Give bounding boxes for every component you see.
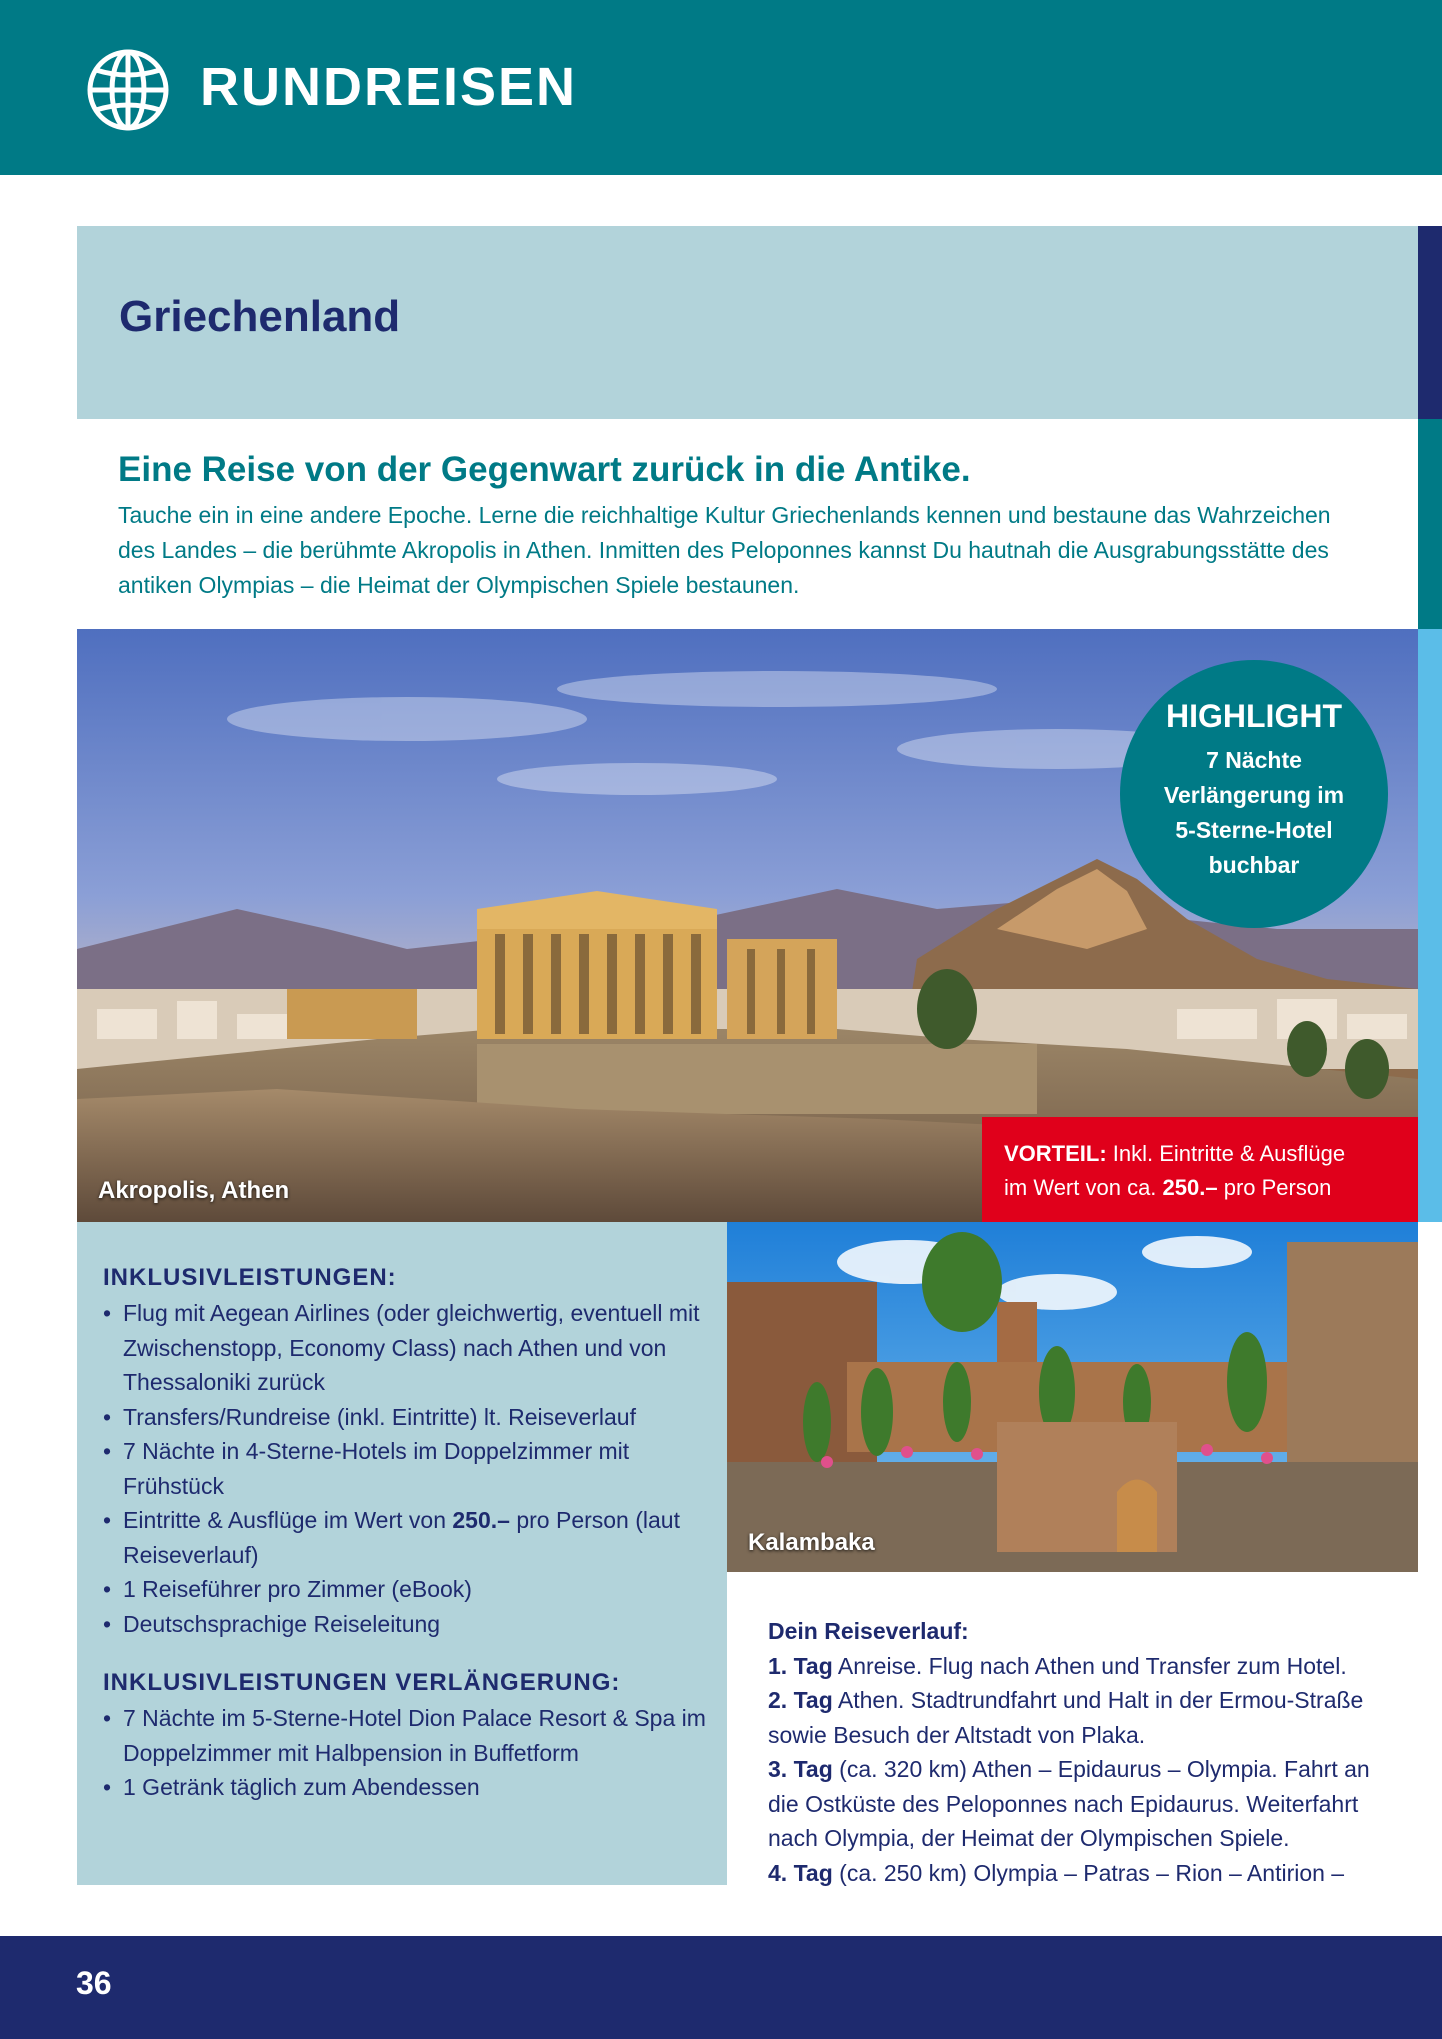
country-title: Griechenland [119, 292, 401, 341]
highlight-line: Verlängerung im [1163, 782, 1345, 808]
itinerary-day [768, 1683, 1400, 1752]
day-label: 3. Tag [768, 1756, 833, 1782]
day-label: 1. Tag [768, 1652, 833, 1679]
list-item [103, 1503, 713, 1572]
itinerary [768, 1614, 1400, 1890]
country-title-box [77, 226, 1418, 419]
kalambaka-photo [727, 1222, 1418, 1572]
highlight-line: buchbar [1208, 852, 1300, 878]
vorteil-amount: 250.– [1162, 1175, 1218, 1200]
highlight-line: 5-Sterne-Hotel [1175, 817, 1333, 843]
list-item: • Flug mit Aegean Airlines (oder gleichwertig, eventuell mit Zwischenstopp, Economy Class) nach Athen und von Thessaloniki zurück [103, 1296, 713, 1400]
page-header [0, 0, 1442, 175]
page-footer [0, 1936, 1442, 2039]
extension-list [103, 1701, 727, 1805]
vorteil-label: VORTEIL: [1004, 1141, 1107, 1166]
inclusive-services-box [77, 1222, 727, 1885]
list-item: • 7 Nächte in 4-Sterne-Hotels im Doppelzimmer mit Frühstück [103, 1434, 713, 1503]
vorteil-line-2 [1004, 1171, 1418, 1205]
list-item: • 7 Nächte im 5-Sterne-Hotel Dion Palace Resort & Spa im Doppelzimmer mit Halbpension in Buffetform [103, 1701, 713, 1770]
highlight-text [1120, 743, 1388, 883]
inclusive-list [103, 1296, 727, 1641]
vorteil-text: Inkl. Eintritte & Ausflüge [1106, 1141, 1346, 1166]
day-label: 4. Tag [768, 1859, 833, 1886]
extension-heading: INKLUSIVLEISTUNGEN VERLÄNGERUNG: [103, 1669, 621, 1696]
highlight-badge [1120, 660, 1388, 928]
side-bar-navy [1418, 226, 1442, 419]
vorteil-text: pro Person [1217, 1175, 1332, 1200]
day-text: Athen. Stadtrundfahrt und Halt in der Ermou-Straße sowie Besuch der Altstadt von Plaka. [768, 1687, 1364, 1748]
highlight-title: HIGHLIGHT [1166, 698, 1342, 734]
day-text: (ca. 320 km) Athen – Epidaurus – Olympia. Fahrt an die Ostküste des Peloponnes nach Epidaurus. Weiterfahrt nach Olympia, der Heimat der Olympischen Spiele. [768, 1756, 1370, 1851]
day-text: (ca. 250 km) Olympia – Patras – Rion – Antirion – [832, 1859, 1345, 1886]
acropolis-caption: Akropolis, Athen [98, 1177, 290, 1204]
highlight-line: 7 Nächte [1206, 747, 1302, 773]
list-item: • 1 Reiseführer pro Zimmer (eBook) [103, 1572, 713, 1607]
list-item-text: Eintritte & Ausflüge im Wert von [123, 1507, 453, 1533]
side-bar-lightblue [1418, 629, 1442, 1222]
itinerary-day [768, 1752, 1400, 1856]
intro-text: Tauche ein in eine andere Epoche. Lerne die reichhaltige Kultur Griechenlands kennen und bestaune das Wahrzeichen des Landes – die berühmte Akropolis in Athen. Inmitten des Peloponnes kannst Du hautnah die Ausgrabungsstätte des antiken Olympias – die Heimat der Olympischen Spiele bestaunen. [118, 502, 1331, 598]
section-title: RUNDREISEN [200, 57, 578, 117]
intro-heading: Eine Reise von der Gegenwart zurück in die Antike. [118, 450, 971, 489]
kalambaka-caption: Kalambaka [748, 1529, 875, 1556]
page-number: 36 [76, 1965, 112, 2001]
vorteil-line-1 [1004, 1137, 1418, 1171]
side-bar-teal [1418, 419, 1442, 629]
list-item-amount: 250.– [452, 1507, 510, 1533]
day-text: Anreise. Flug nach Athen und Transfer zum Hotel. [832, 1652, 1347, 1679]
itinerary-day [768, 1649, 1400, 1684]
vorteil-box [982, 1117, 1418, 1222]
itinerary-day [768, 1856, 1400, 1891]
itinerary-heading: Dein Reiseverlauf: [768, 1618, 969, 1644]
inclusive-heading: INKLUSIVLEISTUNGEN: [103, 1264, 397, 1291]
list-item: • 1 Getränk täglich zum Abendessen [103, 1770, 713, 1805]
list-item-text: pro Person (laut Reiseverlauf) [123, 1507, 680, 1568]
day-label: 2. Tag [768, 1687, 833, 1713]
vorteil-text: im Wert von ca. [1004, 1175, 1163, 1200]
list-item: • Deutschsprachige Reiseleitung [103, 1607, 713, 1642]
list-item: • Transfers/Rundreise (inkl. Eintritte) lt. Reiseverlauf [103, 1400, 713, 1435]
globe-icon [86, 48, 170, 132]
